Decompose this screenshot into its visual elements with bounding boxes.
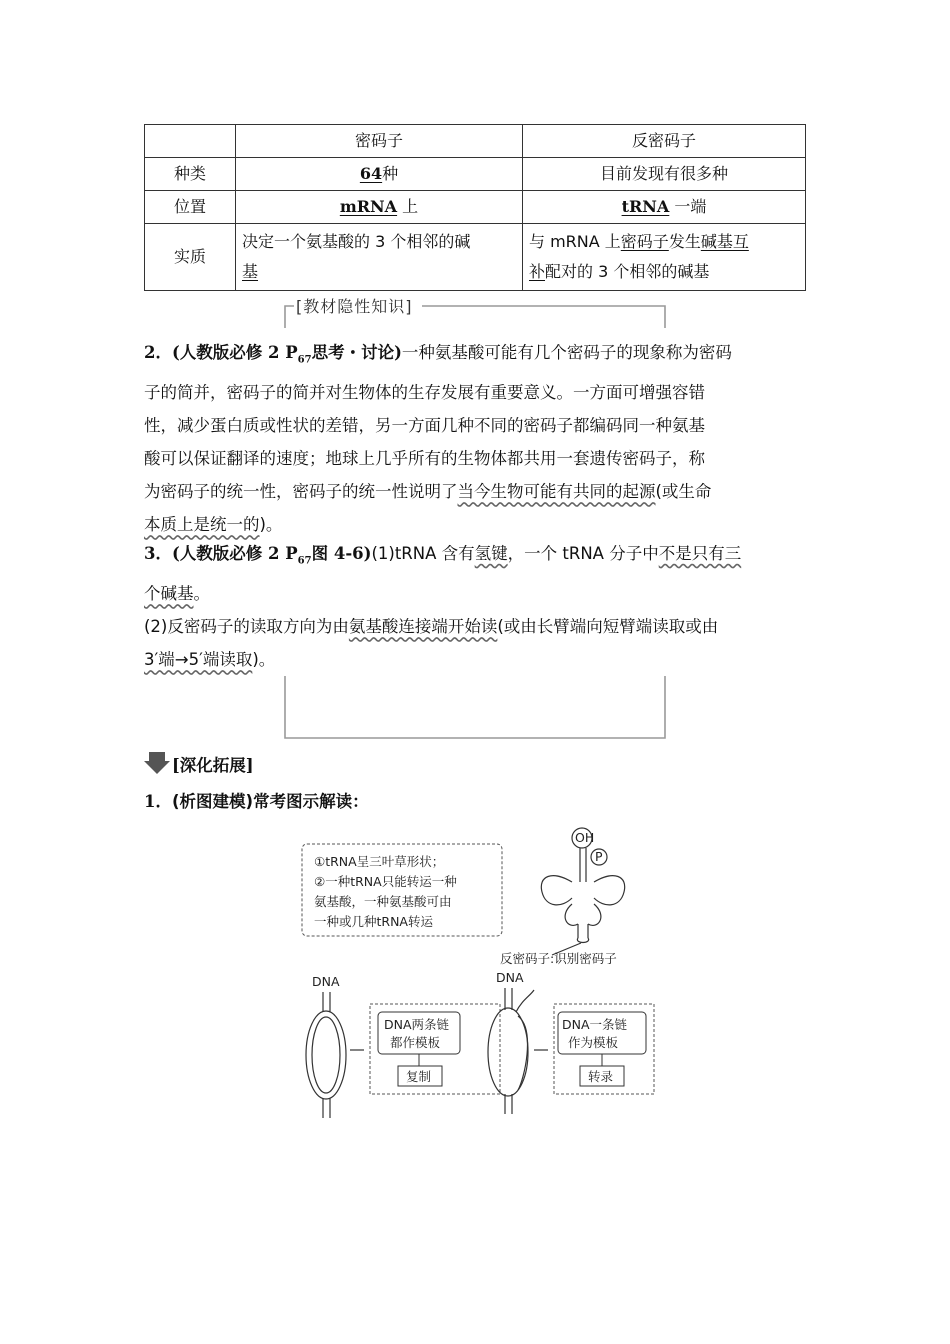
transcription-label: 转录	[588, 1069, 614, 1084]
codon-anticodon-table	[144, 124, 806, 291]
key-point: 不是只有三	[658, 544, 742, 563]
dna-label: DNA	[312, 974, 340, 989]
cell-anticodon: 目前发现有很多种	[523, 158, 806, 191]
text-line: )。	[252, 650, 276, 670]
trna-info-line: 一种或几种tRNA转运	[314, 914, 433, 929]
key-point: 当今生物可能有共同的起源	[457, 482, 656, 502]
row-label: 种类	[145, 158, 236, 191]
cell-text: 决定一个氨基酸的 3 个相邻的碱	[242, 232, 471, 251]
row-label: 位置	[145, 191, 236, 224]
cell-text: 配对的 3 个相邻的碱基	[545, 262, 710, 281]
key-point: 氢键	[474, 544, 508, 563]
text-line: 子的简并，密码子的简并对生物体的生存发展有重要意义。一方面可增强容错	[144, 383, 705, 403]
dna-label: DNA	[496, 970, 524, 985]
row-label: 实质	[145, 224, 236, 291]
table-row	[145, 224, 806, 291]
banner-frame-bottom	[282, 674, 668, 744]
source-ref: 图 4-6)	[311, 544, 372, 563]
transcription-text: 作为模板	[568, 1035, 619, 1050]
table-row	[145, 158, 806, 191]
dna-transcription-bubble	[488, 988, 548, 1114]
text-line: (1)tRNA 含有	[371, 544, 475, 563]
cell-text: 发生	[668, 232, 701, 251]
cell-text: 一端	[669, 197, 707, 216]
cell-text: 上	[397, 197, 419, 216]
source-ref: (人教版必修 2 P	[171, 343, 298, 362]
key-point: 本质上是统一的	[144, 515, 260, 535]
source-ref: 思考・讨论)	[311, 343, 402, 362]
bracket-close: ]	[405, 297, 413, 316]
table-header-empty	[145, 125, 236, 158]
cell-codon	[236, 158, 523, 191]
cell-text: 种	[382, 164, 399, 183]
answer-blank: tRNA	[621, 197, 670, 216]
table-row	[145, 191, 806, 224]
source-ref: (人教版必修 2 P	[171, 544, 298, 563]
cell-codon	[236, 191, 523, 224]
text-line: ，一个 tRNA 分子中	[507, 544, 659, 563]
trna-info-line: ②一种tRNA只能转运一种	[314, 874, 457, 889]
cell-anticodon	[523, 191, 806, 224]
cell-text: 与 mRNA 上	[529, 232, 621, 251]
text-line: (或生命	[655, 482, 712, 502]
table-header-row	[145, 125, 806, 158]
banner-title: 教材隐性知识	[303, 297, 406, 316]
anticodon-label: 反密码子:识别密码子	[500, 951, 617, 966]
trna-cloverleaf	[541, 828, 624, 955]
replication-text: 都作模板	[390, 1035, 441, 1050]
item-1	[144, 787, 369, 817]
text-line: (2)反密码子的读取方向为由	[144, 617, 349, 637]
oh-label: OH	[575, 830, 595, 845]
text-line: 为密码子的统一性，密码子的统一性说明了	[144, 482, 458, 502]
replication-text: DNA两条链	[384, 1017, 450, 1032]
source-page: 67	[297, 555, 312, 567]
answer-blank: 64	[359, 164, 383, 183]
paragraph-2	[144, 336, 808, 541]
dna-replication-bubble	[306, 992, 364, 1118]
banner-label	[296, 294, 413, 317]
trna-info-line: ①tRNA呈三叶草形状；	[314, 854, 445, 869]
trna-info-line: 氨基酸，一种氨基酸可由	[314, 894, 452, 909]
source-page: 67	[297, 354, 312, 366]
trna-dna-figure	[290, 820, 670, 1125]
text-line: (或由长臂端向短臂端读取或由	[497, 617, 719, 637]
down-arrow-icon	[144, 752, 170, 776]
key-point: 个碱基	[144, 584, 194, 604]
item-number: 2．	[144, 343, 172, 362]
cell-codon	[236, 224, 523, 291]
text-line: 性，减少蛋白质或性状的差错，另一方面几种不同的密码子都编码同一种氨基	[144, 416, 705, 436]
transcription-text: DNA一条链	[562, 1017, 628, 1032]
paragraph-3	[144, 537, 808, 676]
section-title: [深化拓展]	[172, 756, 254, 775]
table-header-anticodon: 反密码子	[523, 125, 806, 158]
item-number: 3．	[144, 544, 172, 563]
text-line: 。	[193, 584, 210, 604]
cell-anticodon	[523, 224, 806, 291]
text-line: 一种氨基酸可能有几个密码子的现象称为密码	[401, 343, 732, 362]
answer-blank: mRNA	[339, 197, 398, 216]
replication-label: 复制	[406, 1069, 432, 1084]
answer-blank: 碱基互	[700, 232, 749, 251]
answer-blank: 基	[242, 262, 259, 281]
text-line: 酸可以保证翻译的速度；地球上几乎所有的生物体都共用一套遗传密码子，称	[144, 449, 705, 469]
text-line: )。	[259, 515, 283, 535]
key-point: 3′端→5′端读取	[144, 650, 253, 670]
item-number: 1．	[144, 792, 172, 811]
key-point: 氨基酸连接端开始读	[348, 617, 498, 637]
item-text: (析图建模)常考图示解读：	[171, 792, 369, 811]
phosphate-label: P	[595, 849, 603, 864]
answer-blank: 密码子	[620, 232, 669, 251]
bracket-open: [	[296, 297, 304, 316]
answer-blank: 补	[529, 262, 546, 281]
table-header-codon: 密码子	[236, 125, 523, 158]
